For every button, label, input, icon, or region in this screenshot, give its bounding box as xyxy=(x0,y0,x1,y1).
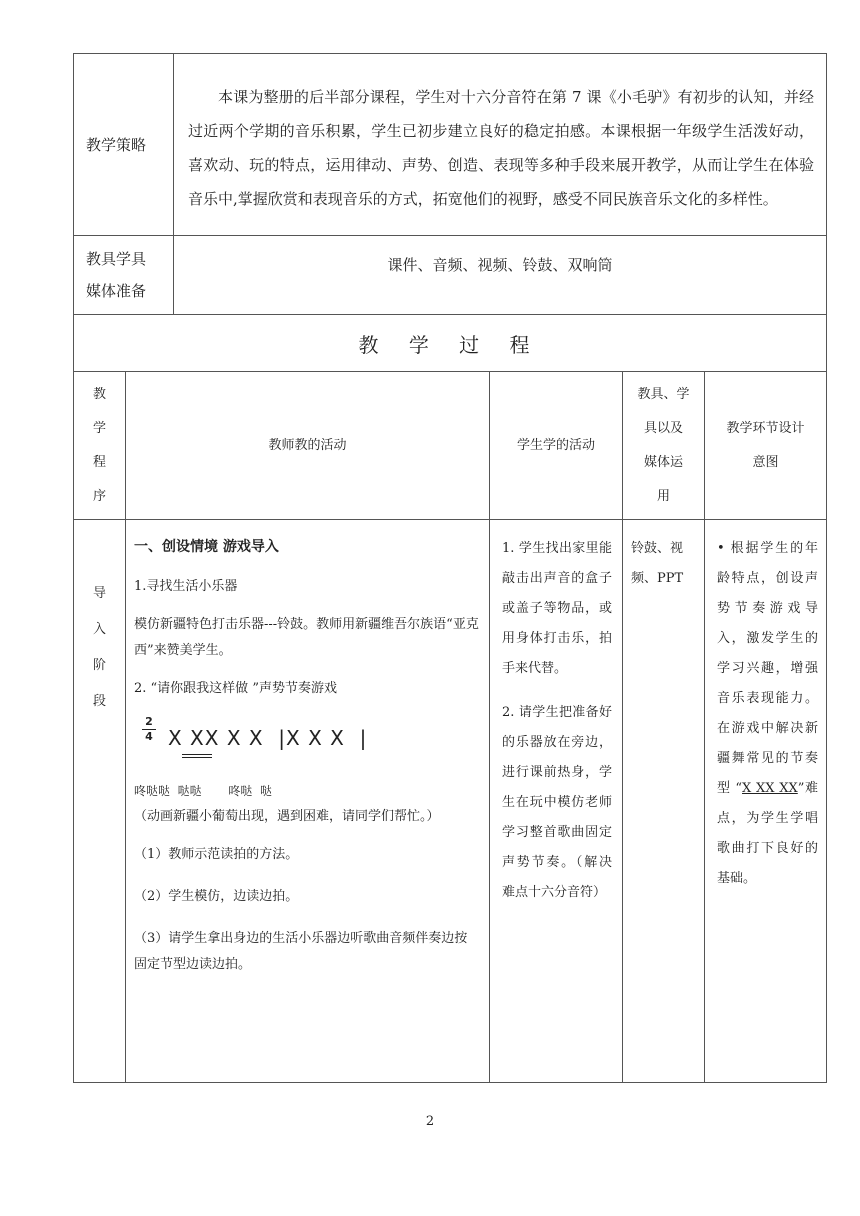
header-tools-line: 媒体运 xyxy=(644,454,684,470)
header-design-line: 意图 xyxy=(752,454,779,470)
header-tools xyxy=(623,372,705,520)
step-1: （1）教师示范读拍的方法。 xyxy=(134,847,299,862)
stage-char: 阶 xyxy=(92,658,106,673)
time-signature-bottom: 4 xyxy=(145,730,153,743)
header-procedure-char: 学 xyxy=(92,420,106,436)
time-signature xyxy=(142,716,156,743)
lesson-plan-table xyxy=(73,53,827,1083)
media-label-line2: 媒体准备 xyxy=(86,282,147,300)
rhythm-notation xyxy=(134,714,479,772)
header-tools-line: 教具、学 xyxy=(637,386,690,402)
design-text-before: • 根据学生的年龄特点，创设声势节奏游戏导入，激发学生的学习兴趣，增强音乐表现能力。在游戏中解决新疆舞常见的节奏型 “ xyxy=(717,541,819,796)
header-tools-line: 具以及 xyxy=(644,420,684,436)
teacher-activity xyxy=(126,520,490,1083)
student-item-1: 1. 学生找出家里能敲击出声音的盒子或盖子等物品，或用身体打击乐，拍手来代替。 xyxy=(502,541,613,676)
student-activity xyxy=(490,520,623,1083)
design-intent xyxy=(705,520,827,1083)
header-student: 学生学的活动 xyxy=(490,372,623,520)
media-text: 课件、音频、视频、铃鼓、双响筒 xyxy=(174,236,827,315)
sixteenth-beam xyxy=(182,754,212,755)
header-procedure-char: 序 xyxy=(92,488,106,504)
header-procedure xyxy=(74,372,126,520)
subsection-2: 2. “请你跟我这样做 ”声势节奏游戏 xyxy=(134,681,337,696)
paragraph-2: （动画新疆小葡萄出现，遇到困难，请同学们帮忙。） xyxy=(134,809,440,824)
rhythm-syllables: 咚哒哒 哒哒 咚哒 哒 xyxy=(134,784,272,798)
design-rhythm-pattern: X XX XX xyxy=(742,781,798,796)
media-label-line1: 教具学具 xyxy=(86,250,147,268)
header-teacher: 教师教的活动 xyxy=(126,372,490,520)
section-heading: 一、创设情境 游戏导入 xyxy=(134,539,279,555)
strategy-text: 本课为整册的后半部分课程，学生对十六分音符在第 7 课《小毛驴》有初步的认知，并经过近两个学期的音乐积累，学生已初步建立良好的稳定拍感。本课根据一年级学生活泼好动，喜欢动、玩的特点，运用律动、声势、创造、表现等多种手段来展开教学，从而让学生在体验音乐中,掌握欣赏和表现音乐的方式，拓宽他们的视野，感受不同民族音乐文化的多样性。 xyxy=(174,54,827,236)
design-text-after: ”难点，为学生学唱歌曲打下良好的基础。 xyxy=(717,781,819,886)
stage-char: 导 xyxy=(92,586,106,601)
header-design xyxy=(705,372,827,520)
stage-label xyxy=(74,520,126,1083)
header-procedure-char: 程 xyxy=(92,454,106,470)
time-signature-top: 2 xyxy=(145,715,153,728)
paragraph-1: 模仿新疆特色打击乐器---铃鼓。教师用新疆维吾尔族语“亚克西”来赞美学生。 xyxy=(134,617,479,658)
header-tools-line: 用 xyxy=(657,488,671,504)
process-header-row xyxy=(74,372,827,520)
header-design-line: 教学环节设计 xyxy=(726,420,805,436)
subsection-1: 1.寻找生活小乐器 xyxy=(134,579,238,594)
process-title: 教 学 过 程 xyxy=(74,315,827,372)
rhythm-notes: X XX X X |X X X | xyxy=(168,726,368,750)
sixteenth-beam xyxy=(182,757,212,758)
media-row xyxy=(74,236,827,315)
page-number: 2 xyxy=(425,1114,435,1129)
step-3: （3）请学生拿出身边的生活小乐器边听歌曲音频伴奏边按固定节型边读边拍。 xyxy=(134,931,468,972)
media-label xyxy=(74,236,174,315)
header-procedure-char: 教 xyxy=(92,386,106,402)
step-2: （2）学生模仿，边读边拍。 xyxy=(134,889,299,904)
student-item-2: 2. 请学生把准备好的乐器放在旁边，进行课前热身，学生在玩中模仿老师学习整首歌曲固定声势节奏。（解决难点十六分音符） xyxy=(502,705,613,900)
strategy-label: 教学策略 xyxy=(74,54,174,236)
stage-char: 入 xyxy=(92,622,106,637)
intro-stage-row xyxy=(74,520,827,1083)
strategy-row xyxy=(74,54,827,236)
stage-char: 段 xyxy=(92,694,106,709)
process-title-row xyxy=(74,315,827,372)
tools-media: 铃鼓、视频、PPT xyxy=(623,520,705,1083)
